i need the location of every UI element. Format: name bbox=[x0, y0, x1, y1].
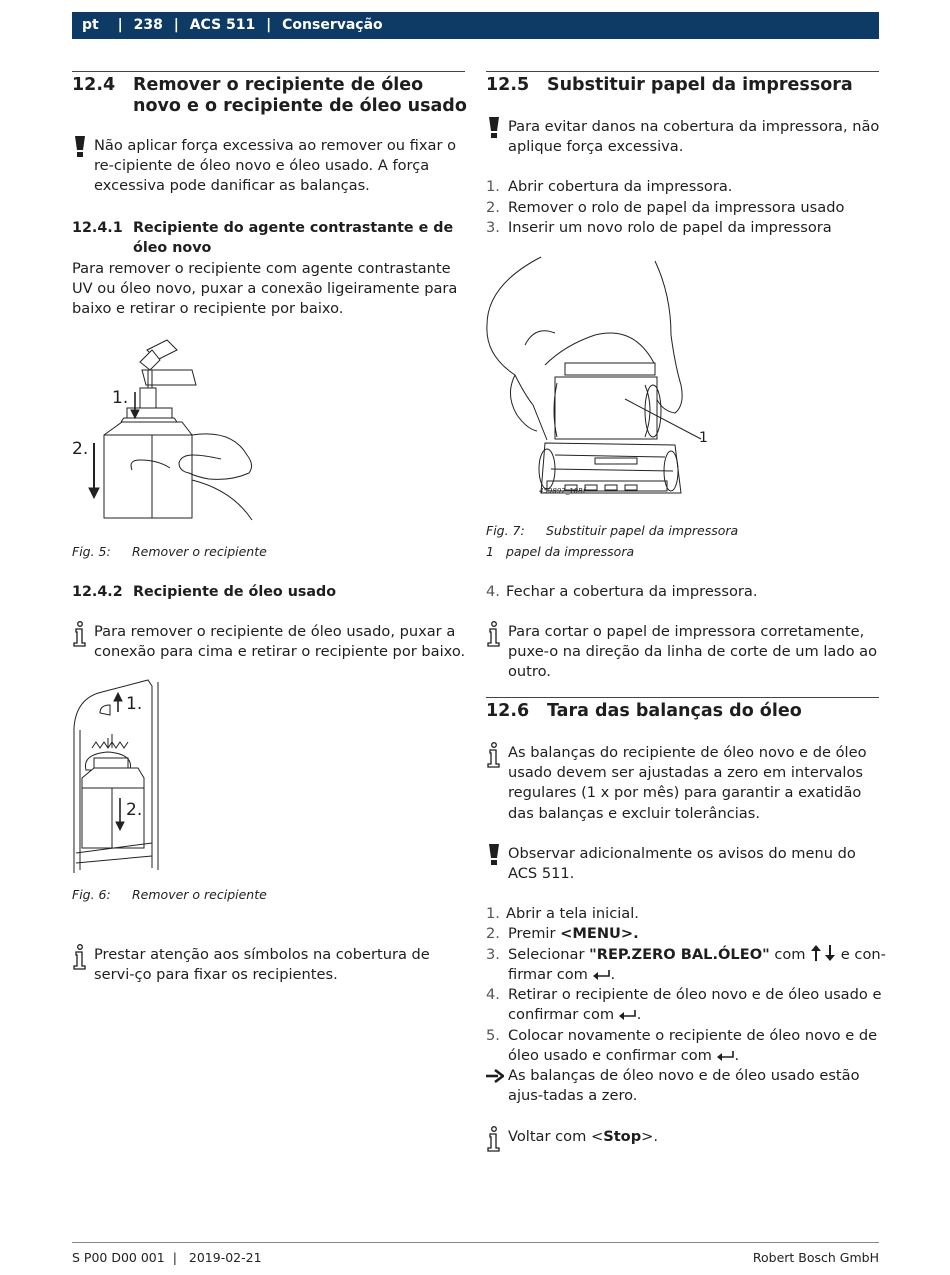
result-arrow-icon bbox=[486, 1069, 504, 1083]
list-text: confirmar com bbox=[508, 1006, 619, 1024]
section-rule bbox=[72, 71, 465, 72]
section-12-4-2-heading bbox=[72, 582, 465, 602]
enter-key-icon bbox=[619, 1010, 637, 1020]
list-item bbox=[486, 177, 879, 197]
warning-note bbox=[72, 136, 465, 198]
figure-6-caption bbox=[72, 886, 465, 904]
footer-date: 2019-02-21 bbox=[188, 1250, 262, 1265]
stop-key-label: Stop bbox=[603, 1128, 642, 1145]
section-number: 12.5 bbox=[486, 75, 530, 95]
header-lang: pt bbox=[82, 17, 99, 33]
list-number: 5. bbox=[486, 1027, 500, 1044]
list-number: 4. bbox=[486, 583, 500, 600]
section-title: Tara das balanças do óleo bbox=[547, 701, 802, 721]
subsection-title: Recipiente do agente contrastante e de óleo novo bbox=[133, 220, 454, 256]
info-icon bbox=[486, 621, 502, 647]
enter-key-icon bbox=[593, 970, 611, 980]
caption-label: Fig. 6: bbox=[72, 887, 111, 902]
arrow-up-down-icon bbox=[810, 945, 836, 961]
figure-callout-1: 1 bbox=[699, 430, 708, 446]
list-item bbox=[486, 904, 879, 924]
list-text: Abrir a tela inicial. bbox=[506, 905, 639, 922]
list-item bbox=[486, 582, 879, 602]
info-note bbox=[72, 622, 465, 664]
list-number: 1. bbox=[486, 178, 500, 195]
subsection-number: 12.4.2 bbox=[72, 584, 123, 600]
header-product: ACS 511 bbox=[189, 17, 256, 33]
figure-code: 459897_10Rf bbox=[539, 487, 586, 495]
info-note bbox=[486, 1127, 879, 1149]
figure-5-caption bbox=[72, 543, 465, 561]
info-note bbox=[486, 743, 879, 825]
list-number: 3. bbox=[486, 219, 500, 236]
info-note bbox=[72, 945, 465, 987]
header-page-number: 238 bbox=[133, 17, 163, 33]
list-number: 4. bbox=[486, 986, 500, 1003]
caption-label: Fig. 7: bbox=[486, 523, 525, 538]
figure-step-1-label: 1. bbox=[126, 694, 143, 714]
section-title: Substituir papel da impressora bbox=[547, 75, 853, 95]
warning-exclamation-icon bbox=[486, 843, 502, 867]
footer-doc-number: S P00 D00 001 bbox=[72, 1250, 165, 1265]
section-rule bbox=[486, 71, 879, 72]
list-number: 1. bbox=[486, 905, 500, 922]
info-text: Para remover o recipiente de óleo usado, puxar a conexão para cima e retirar o recipiente por baixo. bbox=[94, 623, 466, 661]
figure-7-illustration bbox=[485, 255, 720, 505]
list-text: Colocar novamente o recipiente de óleo novo e de bbox=[508, 1027, 878, 1044]
list-text: Fechar a cobertura da impressora. bbox=[506, 583, 758, 600]
list-text: . bbox=[734, 1047, 740, 1065]
info-icon bbox=[486, 1126, 502, 1152]
figure-5-illustration bbox=[72, 330, 262, 525]
footer-rule bbox=[72, 1242, 879, 1243]
result-text: As balanças de óleo novo e de óleo usado estão ajus-tadas a zero. bbox=[508, 1067, 860, 1105]
list-text: firmar com bbox=[508, 966, 593, 984]
list-number: 3. bbox=[486, 946, 500, 963]
list-text: com bbox=[769, 946, 811, 963]
body-paragraph: Para remover o recipiente com agente contrastante UV ou óleo novo, puxar a conexão ligeiramente para baixo e retirar o recipiente por baixo. bbox=[72, 260, 458, 318]
figure-7-caption bbox=[486, 522, 879, 540]
section-12-4-heading bbox=[72, 75, 465, 119]
figure-7-legend bbox=[486, 543, 879, 561]
caption-text: Remover o recipiente bbox=[132, 544, 267, 559]
figure-step-2-label: 2. bbox=[72, 439, 89, 459]
list-item bbox=[486, 985, 882, 1026]
caption-text: Remover o recipiente bbox=[132, 887, 267, 902]
info-text: >. bbox=[641, 1128, 659, 1145]
figure-step-2-label: 2. bbox=[126, 800, 143, 820]
warning-note bbox=[486, 844, 879, 886]
warning-exclamation-icon bbox=[486, 116, 502, 140]
list-text: Abrir cobertura da impressora. bbox=[508, 178, 733, 195]
list-item bbox=[486, 1026, 879, 1067]
enter-key-icon bbox=[717, 1051, 735, 1061]
info-text: Voltar com < bbox=[508, 1128, 604, 1145]
list-text: Premir bbox=[508, 925, 561, 942]
footer-left bbox=[72, 1250, 262, 1265]
section-rule bbox=[486, 697, 879, 698]
warning-text: Para evitar danos na cobertura da impressora, não aplique força excessiva. bbox=[508, 118, 880, 156]
list-text: e con- bbox=[836, 946, 886, 963]
menu-option-label: "REP.ZERO BAL.ÓLEO" bbox=[589, 946, 770, 963]
list-number: 2. bbox=[486, 925, 500, 942]
list-text: óleo usado e confirmar com bbox=[508, 1047, 717, 1065]
info-icon bbox=[486, 742, 502, 768]
list-text: . bbox=[610, 966, 616, 984]
caption-text: Substituir papel da impressora bbox=[546, 523, 739, 538]
subsection-title: Recipiente de óleo usado bbox=[133, 584, 337, 600]
menu-key-label: <MENU>. bbox=[560, 925, 639, 942]
info-icon bbox=[72, 621, 88, 647]
info-note bbox=[486, 622, 879, 684]
figure-step-1-label: 1. bbox=[112, 388, 129, 408]
legend-number: 1 bbox=[486, 544, 494, 559]
info-text: Para cortar o papel de impressora corretamente, puxe-o na direção da linha de corte de um lado ao outro. bbox=[508, 623, 878, 681]
subsection-number: 12.4.1 bbox=[72, 220, 123, 236]
figure-6-illustration bbox=[72, 678, 182, 876]
list-number: 2. bbox=[486, 199, 500, 216]
list-item bbox=[486, 218, 879, 238]
list-item bbox=[486, 945, 886, 986]
section-12-5-heading bbox=[486, 75, 879, 97]
section-number: 12.4 bbox=[72, 75, 116, 95]
list-item bbox=[486, 198, 879, 218]
warning-text: Observar adicionalmente os avisos do menu do ACS 511. bbox=[508, 845, 856, 883]
section-12-6-heading bbox=[486, 701, 879, 723]
header-chapter: Conservação bbox=[282, 17, 383, 33]
warning-note bbox=[486, 117, 879, 159]
section-number: 12.6 bbox=[486, 701, 530, 721]
list-text: Selecionar bbox=[508, 946, 590, 963]
section-title: Remover o recipiente de óleo novo e o recipiente de óleo usado bbox=[133, 75, 467, 116]
list-text: . bbox=[636, 1006, 642, 1024]
result-item bbox=[486, 1066, 879, 1107]
footer-company: Robert Bosch GmbH bbox=[752, 1250, 879, 1265]
info-text: Prestar atenção aos símbolos na cobertura de servi-ço para fixar os recipientes. bbox=[94, 946, 430, 984]
info-text: As balanças do recipiente de óleo novo e de óleo usado devem ser ajustadas a zero em intervalos regulares (1 x por mês) para garantir a exatidão das balanças e excluir tolerâncias. bbox=[508, 744, 867, 822]
info-icon bbox=[72, 944, 88, 970]
warning-exclamation-icon bbox=[72, 135, 88, 159]
footer-separator: | bbox=[172, 1250, 177, 1265]
page-header: pt | 238 | ACS 511 | Conservação bbox=[72, 12, 879, 39]
list-item bbox=[486, 924, 879, 944]
list-text: Inserir um novo rolo de papel da impressora bbox=[508, 219, 832, 236]
legend-text: papel da impressora bbox=[506, 544, 635, 559]
warning-text: Não aplicar força excessiva ao remover ou fixar o re-cipiente de óleo novo e óleo usado. A força excessiva pode danificar as balanças. bbox=[94, 137, 457, 195]
list-text: Remover o rolo de papel da impressora usado bbox=[508, 199, 845, 216]
caption-label: Fig. 5: bbox=[72, 544, 111, 559]
section-12-4-1-heading bbox=[72, 218, 465, 258]
list-text: Retirar o recipiente de óleo novo e de óleo usado e bbox=[508, 986, 882, 1003]
